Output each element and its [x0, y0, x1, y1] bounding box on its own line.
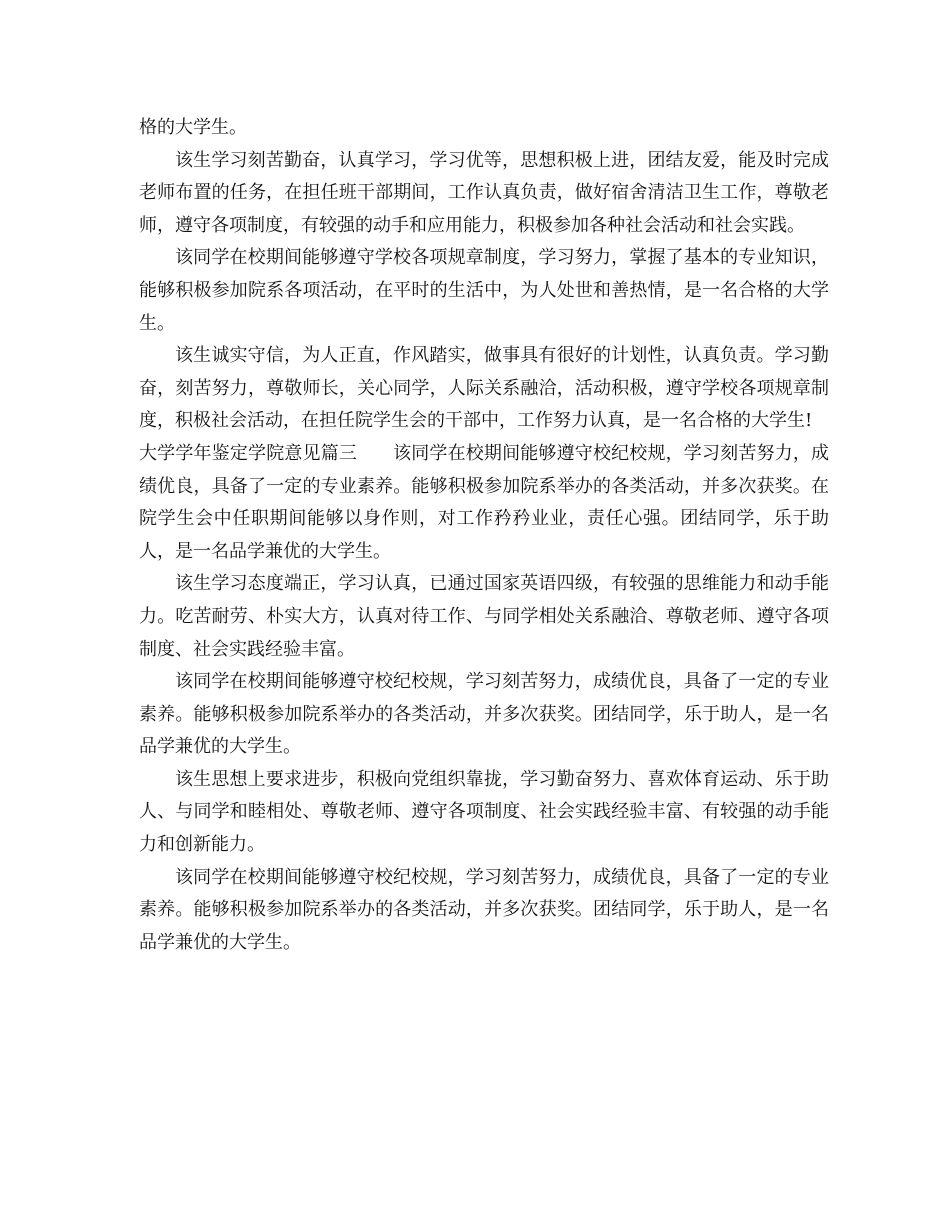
section-first-paragraph: 该同学在校期间能够遵守校纪校规，学习刻苦努力，成绩优良，具备了一定的专业素养。能够积极参加院系举办的各类活动，并多次获奖。在院学生会中任职期间能够以身作则，对工作矜矜业业，责任心强。团结同学，乐于助人，是一名品学兼优的大学生。: [139, 442, 830, 562]
paragraph-evaluation-6: 该生思想上要求进步，积极向党组织靠拢，学习勤奋努力、喜欢体育运动、乐于助人、与同学和睦相处、尊敬老师、遵守各项制度、社会实践经验丰富、有较强的动手能力和创新能力。: [139, 768, 829, 856]
paragraph-evaluation-3: 该生诚实守信，为人正直，作风踏实，做事具有很好的计划性，认真负责。学习勤奋，刻苦努力，尊敬师长，关心同学，人际关系融洽，活动积极，遵守学校各项规章制度，积极社会活动，在担任院学生会的干部中，工作努力认真，是一名合格的大学生!: [139, 345, 829, 432]
paragraph-continuation: 格的大学生。: [139, 117, 247, 138]
section-paragraph: [139, 438, 829, 568]
paragraph-evaluation-1: 该生学习刻苦勤奋，认真学习，学习优等，思想积极上进，团结友爱，能及时完成老师布置的任务，在担任班干部期间，工作认真负责，做好宿舍清洁卫生工作，尊敬老师，遵守各项制度，有较强的动手和应用能力，积极参加各种社会活动和社会实践。: [139, 149, 829, 236]
paragraph-evaluation-2: 该同学在校期间能够遵守学校各项规章制度，学习努力，掌握了基本的专业知识，能够积极参加院系各项活动，在平时的生活中，为人处世和善热情，是一名合格的大学生。: [139, 247, 829, 334]
document-page: [139, 112, 829, 959]
paragraph-evaluation-5: 该同学在校期间能够遵守校纪校规，学习刻苦努力，成绩优良，具备了一定的专业素养。能够积极参加院系举办的各类活动，并多次获奖。团结同学，乐于助人，是一名品学兼优的大学生。: [139, 671, 829, 758]
paragraph-evaluation-4: 该生学习态度端正，学习认真，已通过国家英语四级，有较强的思维能力和动手能力。吃苦耐劳、朴实大方，认真对待工作、与同学相处关系融洽、尊敬老师、遵守各项制度、社会实践经验丰富。: [139, 573, 829, 660]
section-heading: 大学学年鉴定学院意见篇三: [139, 442, 358, 464]
paragraph-evaluation-7: 该同学在校期间能够遵守校纪校规，学习刻苦努力，成绩优良，具备了一定的专业素养。能够积极参加院系举办的各类活动，并多次获奖。团结同学，乐于助人，是一名品学兼优的大学生。: [139, 866, 829, 953]
